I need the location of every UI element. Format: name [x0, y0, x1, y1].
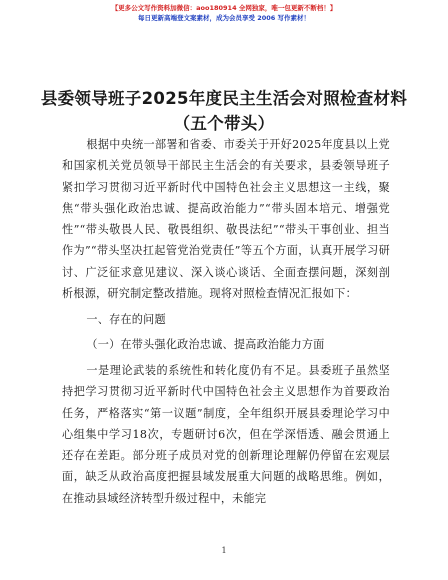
promo-banner-line-2: 每日更新高端登文案素材，成为会员享受 2006 写作素材！ [137, 14, 311, 22]
body-paragraph: 一是理论武装的系统性和转化度仍有不足。县委班子虽然坚持把学习贯彻习近平新时代中国特色社会主义思想作为首要政治任务，严格落实“第一议题”制度，全年组织开展县委理论学习中心组集中学习18次，专题研讨6次，但在学深悟透、融会贯通上还存在差距。部分班子成员对党的创新理论理解仍停留在宏观层面，缺乏从政治高度把握县域发展重大问题的战略思维。例如，在推动县域经济转型升级过程中，未能完 [62, 363, 390, 505]
page-number: 1 [221, 546, 227, 555]
section-heading: 一、存在的问题 [86, 313, 166, 327]
intro-paragraph: 根据中央统一部署和省委、市委关于开好2025年度县以上党和国家机关党员领导干部民主生活会的有关要求，县委领导班子紧扣学习贯彻习近平新时代中国特色社会主义思想这一主线，聚焦“带头强化政治忠诚、提高政治能力”“带头固本培元、增强党性”“带头敬畏人民、敬畏组织、敬畏法纪”“带头干事创业、担当作为”“带头坚决扛起管党治党责任”等五个方面，认真开展学习研讨、广泛征求意见建议、深入谈心谈话、全面查摆问题，深刻剖析根源，研究制定整改措施。现将对照检查情况汇报如下： [62, 138, 390, 301]
document-title: 县委领导班子2025年度民主生活会对照检查材料（五个带头） [40, 89, 408, 133]
subsection-heading: （一）在带头强化政治忠诚、提高政治能力方面 [86, 337, 325, 351]
promo-banner-line-1: 【更多公文写作资料加微信：aoo180914 全网独家，唯一包更新不断档！】 [111, 4, 337, 12]
document-body [62, 134, 390, 509]
